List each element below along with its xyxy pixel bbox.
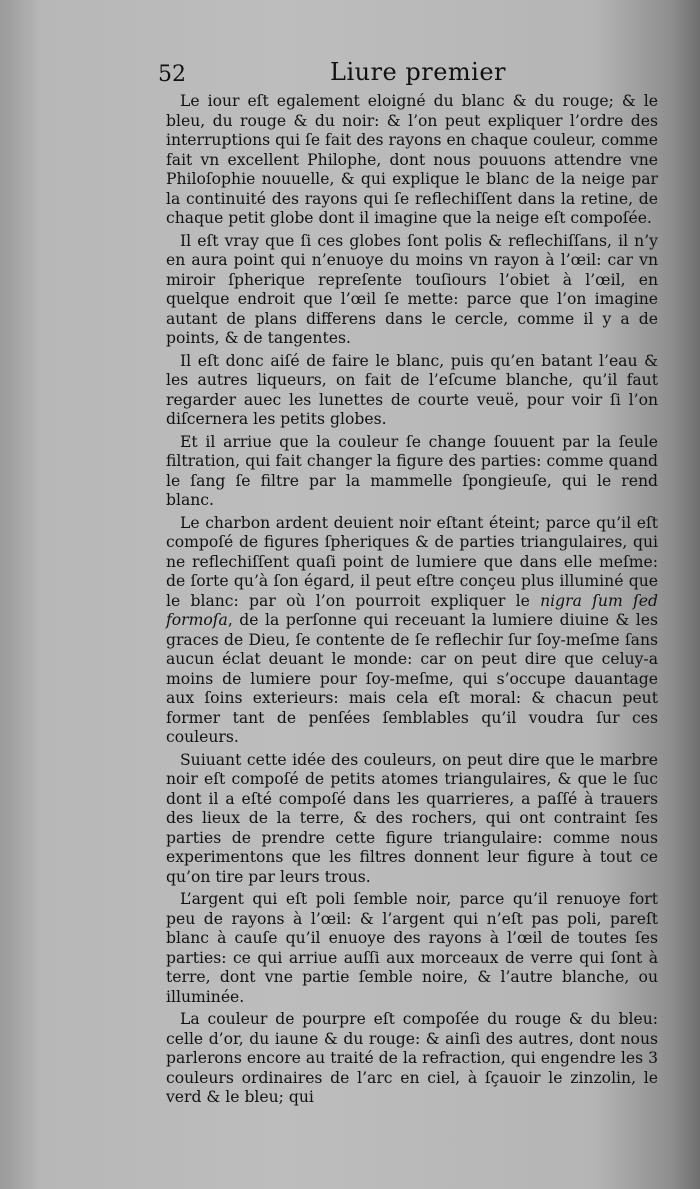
- paragraph: [166, 514, 658, 748]
- page-number: 52: [158, 62, 186, 87]
- paragraph: L’argent qui eſt poli ſemble noir, parce qu’il renuoye fort peu de rayons à l’œil: & l’argent qui n’eſt pas poli, pareſt blanc à cauſe qu’il enuoye des rayons à l’œil de toutes ſes parties: ce qui arriue auſſi aux morceaux de verre qui ſont à terre, dont vne partie ſemble noire, & l’autre blanche, ou illuminée.: [166, 890, 658, 1006]
- running-title: Liure premier: [330, 58, 507, 86]
- paragraph: La couleur de pourpre eſt compoſée du rouge & du bleu: celle d’or, du iaune & du rouge: & ainſi des autres, dont nous parlerons encore au traité de la refraction, qui engendre les 3 couleurs ordinaires de l’arc en ciel, à ſçauoir le zinzolin, le verd & le bleu; qui: [166, 1010, 658, 1106]
- latin-quotation: nigra ſum ſed formoſa: [166, 591, 659, 629]
- paragraph: Et il arriue que la couleur ſe change ſouuent par la ſeule filtration, qui fait changer la figure des parties: comme quand le ſang ſe filtre par la mammelle ſpongieuſe, qui le rend blanc.: [166, 432, 658, 509]
- paragraph: Le iour eſt egalement eloigné du blanc & du rouge; & le bleu, du rouge & du noir: & l’on peut expliquer l’ordre des interruptions qui ſe fait des rayons en chaque couleur, comme fait vn excellent Philophe, dont nous pouuons attendre vne Philoſophie nouuelle, & qui explique le blanc de la neige par la continuité des rayons qui ſe reflechiſſent dans la retine, de chaque petit globe dont il imagine que la neige eſt compoſée.: [166, 92, 658, 227]
- paragraph: Il eſt vray que ſi ces globes ſont polis & reflechiſſans, il n’y en aura point qui n’enuoye du moins vn rayon à l’œil: car vn miroir ſpherique repreſente touſiours l’obiet à l’œil, en quelque endroit que l’œil ſe mette: parce que l’on imagine autant de plans differens dans le cercle, comme il y a de points, & de tangentes.: [166, 231, 658, 347]
- paragraph-text: Le charbon ardent deuient noir eſtant éteint; parce qu’il eſt compoſé de figures ſpheriques & de parties triangulaires, qui ne reflechiſſent quaſi point de lumiere que dans elle meſme: de ſorte qu’à ſon égard, il peut eſtre conçeu plus illuminé que le blanc: par où l’on pourroit expliquer le: [166, 513, 658, 610]
- paragraph: Suiuant cette idée des couleurs, on peut dire que le marbre noir eſt compoſé de petits atomes triangulaires, & que le ſuc dont il a eſté compoſé dans les quarrieres, a paſſé à trauers des lieux de la terre, & des rochers, qui ont contraint ſes parties de prendre cette figure triangulaire: comme nous experimentons que les filtres donnent leur figure à tout ce qu’on tire par leurs trous.: [166, 750, 658, 886]
- paragraph-text: , de la perſonne qui receuant la lumiere diuine & les graces de Dieu, ſe contente de ſe reflechir ſur ſoy-meſme ſans aucun éclat deuant le monde: car on peut dire que celuy-a moins de lumiere pour ſoy-meſme, qui s’occupe dauantage aux ſoins exterieurs: mais cela eſt moral: & chacun peut former tant de penſées ſemblables qu’il voudra ſur ces couleurs.: [166, 611, 658, 746]
- paragraph: Il eſt donc aiſé de faire le blanc, puis qu’en batant l’eau & les autres liqueurs, on fait de l’eſcume blanche, qu’il faut regarder auec les lunettes de courte veuë, pour voir ſi l’on diſcernera les petits globes.: [166, 351, 658, 428]
- body-text: [166, 92, 658, 1111]
